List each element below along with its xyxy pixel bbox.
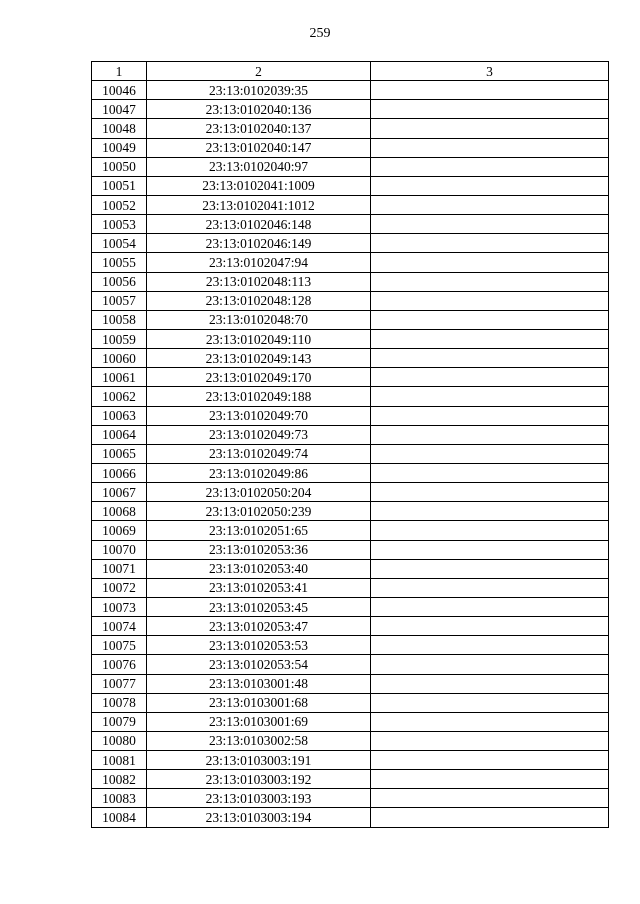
notes-cell [371,176,609,195]
row-number-cell: 10058 [92,310,147,329]
cadastral-number-cell: 23:13:0102040:147 [147,138,371,157]
cadastral-number-cell: 23:13:0103003:191 [147,751,371,770]
row-number-cell: 10049 [92,138,147,157]
table-row [92,310,609,329]
cadastral-number-cell: 23:13:0102049:188 [147,387,371,406]
cadastral-number-cell: 23:13:0102049:74 [147,444,371,463]
notes-cell [371,349,609,368]
cadastral-number-cell: 23:13:0102041:1009 [147,176,371,195]
notes-cell [371,521,609,540]
row-number-cell: 10051 [92,176,147,195]
table-row [92,789,609,808]
notes-cell [371,808,609,827]
row-number-cell: 10076 [92,655,147,674]
cadastral-number-cell: 23:13:0102049:170 [147,368,371,387]
table-row [92,138,609,157]
notes-cell [371,655,609,674]
table-row [92,100,609,119]
notes-cell [371,195,609,214]
row-number-cell: 10065 [92,444,147,463]
row-number-cell: 10080 [92,731,147,750]
notes-cell [371,770,609,789]
row-number-cell: 10070 [92,540,147,559]
table-row [92,731,609,750]
table-row [92,751,609,770]
row-number-cell: 10084 [92,808,147,827]
notes-cell [371,540,609,559]
table-row [92,387,609,406]
notes-cell [371,444,609,463]
row-number-cell: 10072 [92,578,147,597]
row-number-cell: 10073 [92,597,147,616]
cadastral-number-cell: 23:13:0102053:36 [147,540,371,559]
row-number-cell: 10061 [92,368,147,387]
row-number-cell: 10059 [92,329,147,348]
notes-cell [371,234,609,253]
table-row [92,521,609,540]
table-row [92,291,609,310]
header-cell-3: 3 [371,62,609,81]
table-row [92,617,609,636]
page-number: 259 [309,26,331,41]
notes-cell [371,157,609,176]
row-number-cell: 10060 [92,349,147,368]
notes-cell [371,368,609,387]
row-number-cell: 10056 [92,272,147,291]
notes-cell [371,310,609,329]
notes-cell [371,559,609,578]
table-row [92,272,609,291]
row-number-cell: 10083 [92,789,147,808]
notes-cell [371,387,609,406]
cadastral-number-cell: 23:13:0102050:239 [147,502,371,521]
cadastral-number-cell: 23:13:0102051:65 [147,521,371,540]
table-row [92,483,609,502]
row-number-cell: 10068 [92,502,147,521]
notes-cell [371,215,609,234]
table-row [92,770,609,789]
notes-cell [371,291,609,310]
table-header [92,62,609,81]
row-number-cell: 10082 [92,770,147,789]
notes-cell [371,329,609,348]
cadastral-number-cell: 23:13:0103001:48 [147,674,371,693]
table-row [92,329,609,348]
row-number-cell: 10074 [92,617,147,636]
row-number-cell: 10071 [92,559,147,578]
cadastral-number-cell: 23:13:0102053:45 [147,597,371,616]
row-number-cell: 10050 [92,157,147,176]
cadastral-number-cell: 23:13:0102053:54 [147,655,371,674]
cadastral-number-cell: 23:13:0102048:70 [147,310,371,329]
row-number-cell: 10069 [92,521,147,540]
notes-cell [371,272,609,291]
table-row [92,559,609,578]
table-row [92,502,609,521]
row-number-cell: 10054 [92,234,147,253]
row-number-cell: 10053 [92,215,147,234]
table-row [92,808,609,827]
cadastral-number-cell: 23:13:0102049:143 [147,349,371,368]
table-row [92,674,609,693]
table-row [92,406,609,425]
notes-cell [371,731,609,750]
table-row [92,712,609,731]
cadastral-number-cell: 23:13:0103003:194 [147,808,371,827]
cadastral-number-cell: 23:13:0102048:128 [147,291,371,310]
cadastral-number-cell: 23:13:0103003:192 [147,770,371,789]
row-number-cell: 10057 [92,291,147,310]
row-number-cell: 10048 [92,119,147,138]
table-row [92,81,609,100]
registry-table [91,61,609,828]
header-row [92,62,609,81]
table-row [92,368,609,387]
row-number-cell: 10047 [92,100,147,119]
notes-cell [371,425,609,444]
table-row [92,693,609,712]
notes-cell [371,674,609,693]
table-body [92,81,609,827]
notes-cell [371,483,609,502]
cadastral-number-cell: 23:13:0102040:137 [147,119,371,138]
table-row [92,234,609,253]
row-number-cell: 10081 [92,751,147,770]
row-number-cell: 10067 [92,483,147,502]
table-row [92,349,609,368]
table-row [92,119,609,138]
table-row [92,444,609,463]
notes-cell [371,81,609,100]
cadastral-number-cell: 23:13:0102050:204 [147,483,371,502]
row-number-cell: 10052 [92,195,147,214]
cadastral-number-cell: 23:13:0102053:40 [147,559,371,578]
cadastral-number-cell: 23:13:0102049:73 [147,425,371,444]
cadastral-number-cell: 23:13:0102053:47 [147,617,371,636]
table-row [92,195,609,214]
row-number-cell: 10078 [92,693,147,712]
row-number-cell: 10046 [92,81,147,100]
table-row [92,176,609,195]
notes-cell [371,789,609,808]
cadastral-number-cell: 23:13:0103002:58 [147,731,371,750]
header-cell-1: 1 [92,62,147,81]
notes-cell [371,617,609,636]
cadastral-number-cell: 23:13:0102041:1012 [147,195,371,214]
row-number-cell: 10062 [92,387,147,406]
cadastral-number-cell: 23:13:0102053:53 [147,636,371,655]
header-cell-2: 2 [147,62,371,81]
row-number-cell: 10077 [92,674,147,693]
row-number-cell: 10055 [92,253,147,272]
notes-cell [371,693,609,712]
cadastral-number-cell: 23:13:0102048:113 [147,272,371,291]
notes-cell [371,636,609,655]
table-row [92,655,609,674]
row-number-cell: 10075 [92,636,147,655]
notes-cell [371,502,609,521]
cadastral-number-cell: 23:13:0102049:70 [147,406,371,425]
row-number-cell: 10064 [92,425,147,444]
cadastral-number-cell: 23:13:0102039:35 [147,81,371,100]
table-row [92,215,609,234]
table-row [92,463,609,482]
notes-cell [371,119,609,138]
row-number-cell: 10063 [92,406,147,425]
cadastral-number-cell: 23:13:0103001:68 [147,693,371,712]
notes-cell [371,751,609,770]
notes-cell [371,597,609,616]
row-number-cell: 10066 [92,463,147,482]
row-number-cell: 10079 [92,712,147,731]
table-row [92,636,609,655]
cadastral-number-cell: 23:13:0102047:94 [147,253,371,272]
notes-cell [371,463,609,482]
cadastral-number-cell: 23:13:0102049:110 [147,329,371,348]
cadastral-number-cell: 23:13:0102049:86 [147,463,371,482]
table-row [92,253,609,272]
notes-cell [371,253,609,272]
cadastral-number-cell: 23:13:0102046:148 [147,215,371,234]
table-row [92,540,609,559]
table-row [92,157,609,176]
notes-cell [371,138,609,157]
cadastral-number-cell: 23:13:0102046:149 [147,234,371,253]
notes-cell [371,578,609,597]
table-row [92,597,609,616]
table-row [92,578,609,597]
notes-cell [371,406,609,425]
notes-cell [371,712,609,731]
cadastral-number-cell: 23:13:0102040:97 [147,157,371,176]
cadastral-number-cell: 23:13:0103001:69 [147,712,371,731]
cadastral-number-cell: 23:13:0102053:41 [147,578,371,597]
cadastral-number-cell: 23:13:0103003:193 [147,789,371,808]
notes-cell [371,100,609,119]
cadastral-number-cell: 23:13:0102040:136 [147,100,371,119]
table-row [92,425,609,444]
